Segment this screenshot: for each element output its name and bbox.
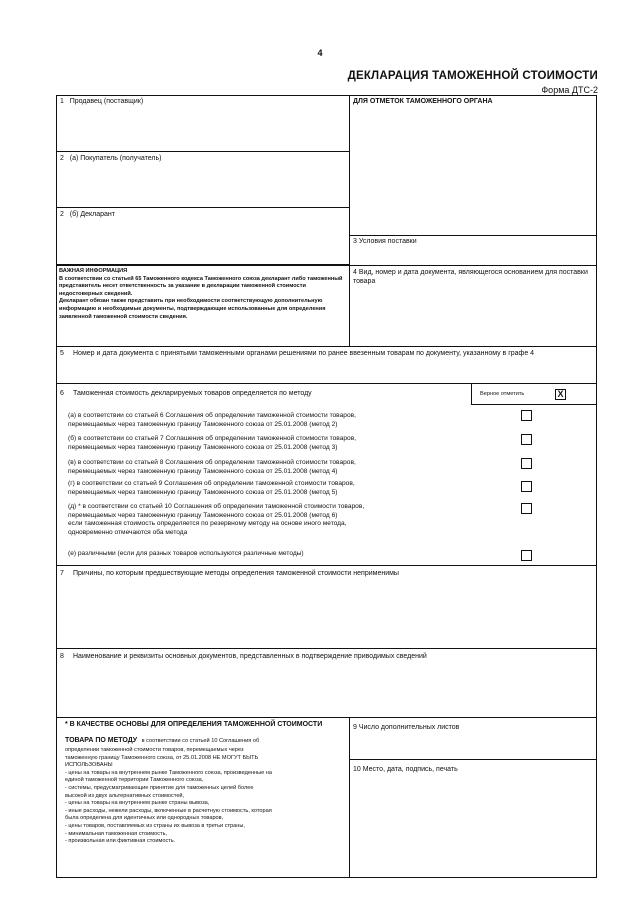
field-4-number: 4 <box>353 269 357 276</box>
field-7-label: Причины, по которым предшествующие методы определения таможенной стоимости неприменимы <box>73 570 399 577</box>
customs-marks-label: ДЛЯ ОТМЕТОК ТАМОЖЕННОГО ОРГАНА <box>353 98 493 105</box>
important-paragraph-1: В соответствии со статьей 65 Таможенного кодекса Таможенного союза декларант либо таможенный представитель несет ответственность за указание в декларации таможенной стоимости недостоверных сведений. <box>59 275 343 297</box>
field-7-number: 7 <box>60 570 64 577</box>
field-9-extra-sheets[interactable] <box>349 717 597 760</box>
mark-hint: Верное отметить <box>480 391 525 397</box>
important-heading: ВАЖНАЯ ИНФОРМАЦИЯ <box>59 268 128 274</box>
field-8-label: Наименование и реквизиты основных документов, представленных в подтверждение приводимых сведений <box>73 653 427 660</box>
footnote-line: высокой из двух альтернативных стоимостей, <box>65 792 185 799</box>
method-g-checkbox[interactable] <box>521 481 532 492</box>
field-1-label: Продавец (поставщик) <box>69 98 144 105</box>
field-5-number: 5 <box>60 350 64 357</box>
method-a-checkbox[interactable] <box>521 410 532 421</box>
field-4-basis-document[interactable] <box>349 265 597 347</box>
field-10-label: Место, дата, подпись, печать <box>362 766 458 773</box>
field-7-reasons[interactable] <box>56 565 597 649</box>
method-option-b: (б) в соответствии со статьей 7 Соглашения об определении таможенной стоимости товаров, перемещаемых через таможенную границу Таможенного союза от 25.01.2008 (метод 3) <box>68 435 357 451</box>
field-2b-number: 2 <box>60 211 64 218</box>
field-8-number: 8 <box>60 653 64 660</box>
footnote-line: таможенную границу Таможенного союза, от 25.01.2008 НЕ МОГУТ БЫТЬ <box>65 754 259 761</box>
field-2a-label: (а) Покупатель (получатель) <box>69 155 162 162</box>
footnote-heading-1: * В КАЧЕСТВЕ ОСНОВЫ ДЛЯ ОПРЕДЕЛЕНИЯ ТАМОЖЕННОЙ СТОИМОСТИ <box>65 721 323 728</box>
page-number: 4 <box>317 48 323 58</box>
footnote-line: - иные расходы, нежели расходы, включенные в расчетную стоимость, которая <box>65 807 272 814</box>
footnote-line: была определена для идентичных или однородных товаров, <box>65 815 224 822</box>
footnote-heading-2-rest: в соответствии со статьей 10 Соглашения об <box>141 738 260 744</box>
field-5-prior-decisions[interactable] <box>56 346 597 384</box>
footnote-line: ИСПОЛЬЗОВАНЫ <box>65 762 113 769</box>
method-e-checkbox[interactable] <box>521 550 532 561</box>
field-6-method <box>56 383 597 566</box>
footnote-box <box>56 717 350 878</box>
method-d-checkbox[interactable] <box>521 503 532 514</box>
field-5-label: Номер и дата документа с принятыми таможенными органами решениями по ранее ввезенным товарам по документу, указанному в графе 4 <box>73 350 535 357</box>
field-6-label: Таможенная стоимость декларируемых товаров определяется по методу <box>73 390 312 397</box>
field-1-seller[interactable] <box>56 95 350 152</box>
method-option-g: (г) в соответствии со статьей 9 Соглашения об определении таможенной стоимости товаров, перемещаемых через таможенную границу Таможенного союза от 25.01.2008 (метод 5) <box>68 480 355 496</box>
field-2a-buyer[interactable] <box>56 151 350 208</box>
footnote-line: - системы, предусматривающие принятие для таможенных целей более <box>65 784 254 791</box>
field-2b-declarant[interactable] <box>56 207 350 265</box>
footnote-line: - минимальная таможенная стоимость, <box>65 830 168 837</box>
footnote-line: - цены на товары на внутреннем рынке страны вывоза, <box>65 800 210 807</box>
form-code: Форма ДТС-2 <box>541 85 598 95</box>
field-1-number: 1 <box>60 98 64 105</box>
field-10-signature[interactable] <box>349 759 597 878</box>
footnote-heading-2: ТОВАРА ПО МЕТОДУ <box>65 737 138 744</box>
field-2a-number: 2 <box>60 155 64 162</box>
customs-marks-field[interactable] <box>349 95 597 236</box>
footnote-line: - цены товаров, поставляемых из страны их вывоза в третьи страны, <box>65 822 245 829</box>
method-v-checkbox[interactable] <box>521 458 532 469</box>
method-option-a: (а) в соответствии со статьей 6 Соглашения об определении таможенной стоимости товаров, перемещаемых через таможенную границу Таможенного союза от 25.01.2008 (метод 2) <box>68 412 356 428</box>
method-b-checkbox[interactable] <box>521 434 532 445</box>
page-title: ДЕКЛАРАЦИЯ ТАМОЖЕННОЙ СТОИМОСТИ <box>347 70 598 82</box>
method-option-v: (в) в соответствии со статьей 8 Соглашения об определении таможенной стоимости товаров, перемещаемых через таможенную границу Таможенного союза от 25.01.2008 (метод 4) <box>68 459 356 475</box>
footnote-line: единой таможенной территории Таможенного союза, <box>65 777 204 784</box>
important-paragraph-2: Декларант обязан также представить при необходимости соответствующую дополнительную информацию и необходимые документы, подтверждающие использованные для определения заявленной таможенной стоимости сведения. <box>59 298 326 320</box>
field-3-number: 3 <box>353 238 357 245</box>
footnote-line: - цены на товары на внутреннем рынке Таможенного союза, произведенные на <box>65 769 273 776</box>
mark-example-box: X <box>555 389 566 400</box>
method-option-e: (е) различными (если для разных товаров используются различные методы) <box>68 550 304 557</box>
field-8-documents[interactable] <box>56 648 597 718</box>
field-2b-label: (б) Декларант <box>69 211 115 218</box>
field-6-number: 6 <box>60 390 64 397</box>
footnote-line: определении таможенной стоимости товаров, перемещаемых через <box>65 747 244 753</box>
important-info-box <box>56 265 350 347</box>
field-4-label: Вид, номер и дата документа, являющегося основанием для поставки товара <box>353 269 588 285</box>
field-9-number: 9 <box>353 724 357 731</box>
field-3-label: Условия поставки <box>358 238 417 245</box>
field-3-delivery-terms[interactable] <box>349 235 597 266</box>
footnote-line: - произвольная или фиктивная стоимость. <box>65 838 176 845</box>
method-option-d: (д) * в соответствии со статьей 10 Соглашения об определении таможенной стоимости товаров, перемещаемых через таможенную границу Таможенного союза от 25.01.2008 (метод 6) если таможенная стоимость определяется по резервному методу на основе иного метода, одновременно отмечаются оба метода <box>68 503 365 536</box>
field-9-label: Число дополнительных листов <box>358 724 460 731</box>
field-10-number: 10 <box>353 766 361 773</box>
